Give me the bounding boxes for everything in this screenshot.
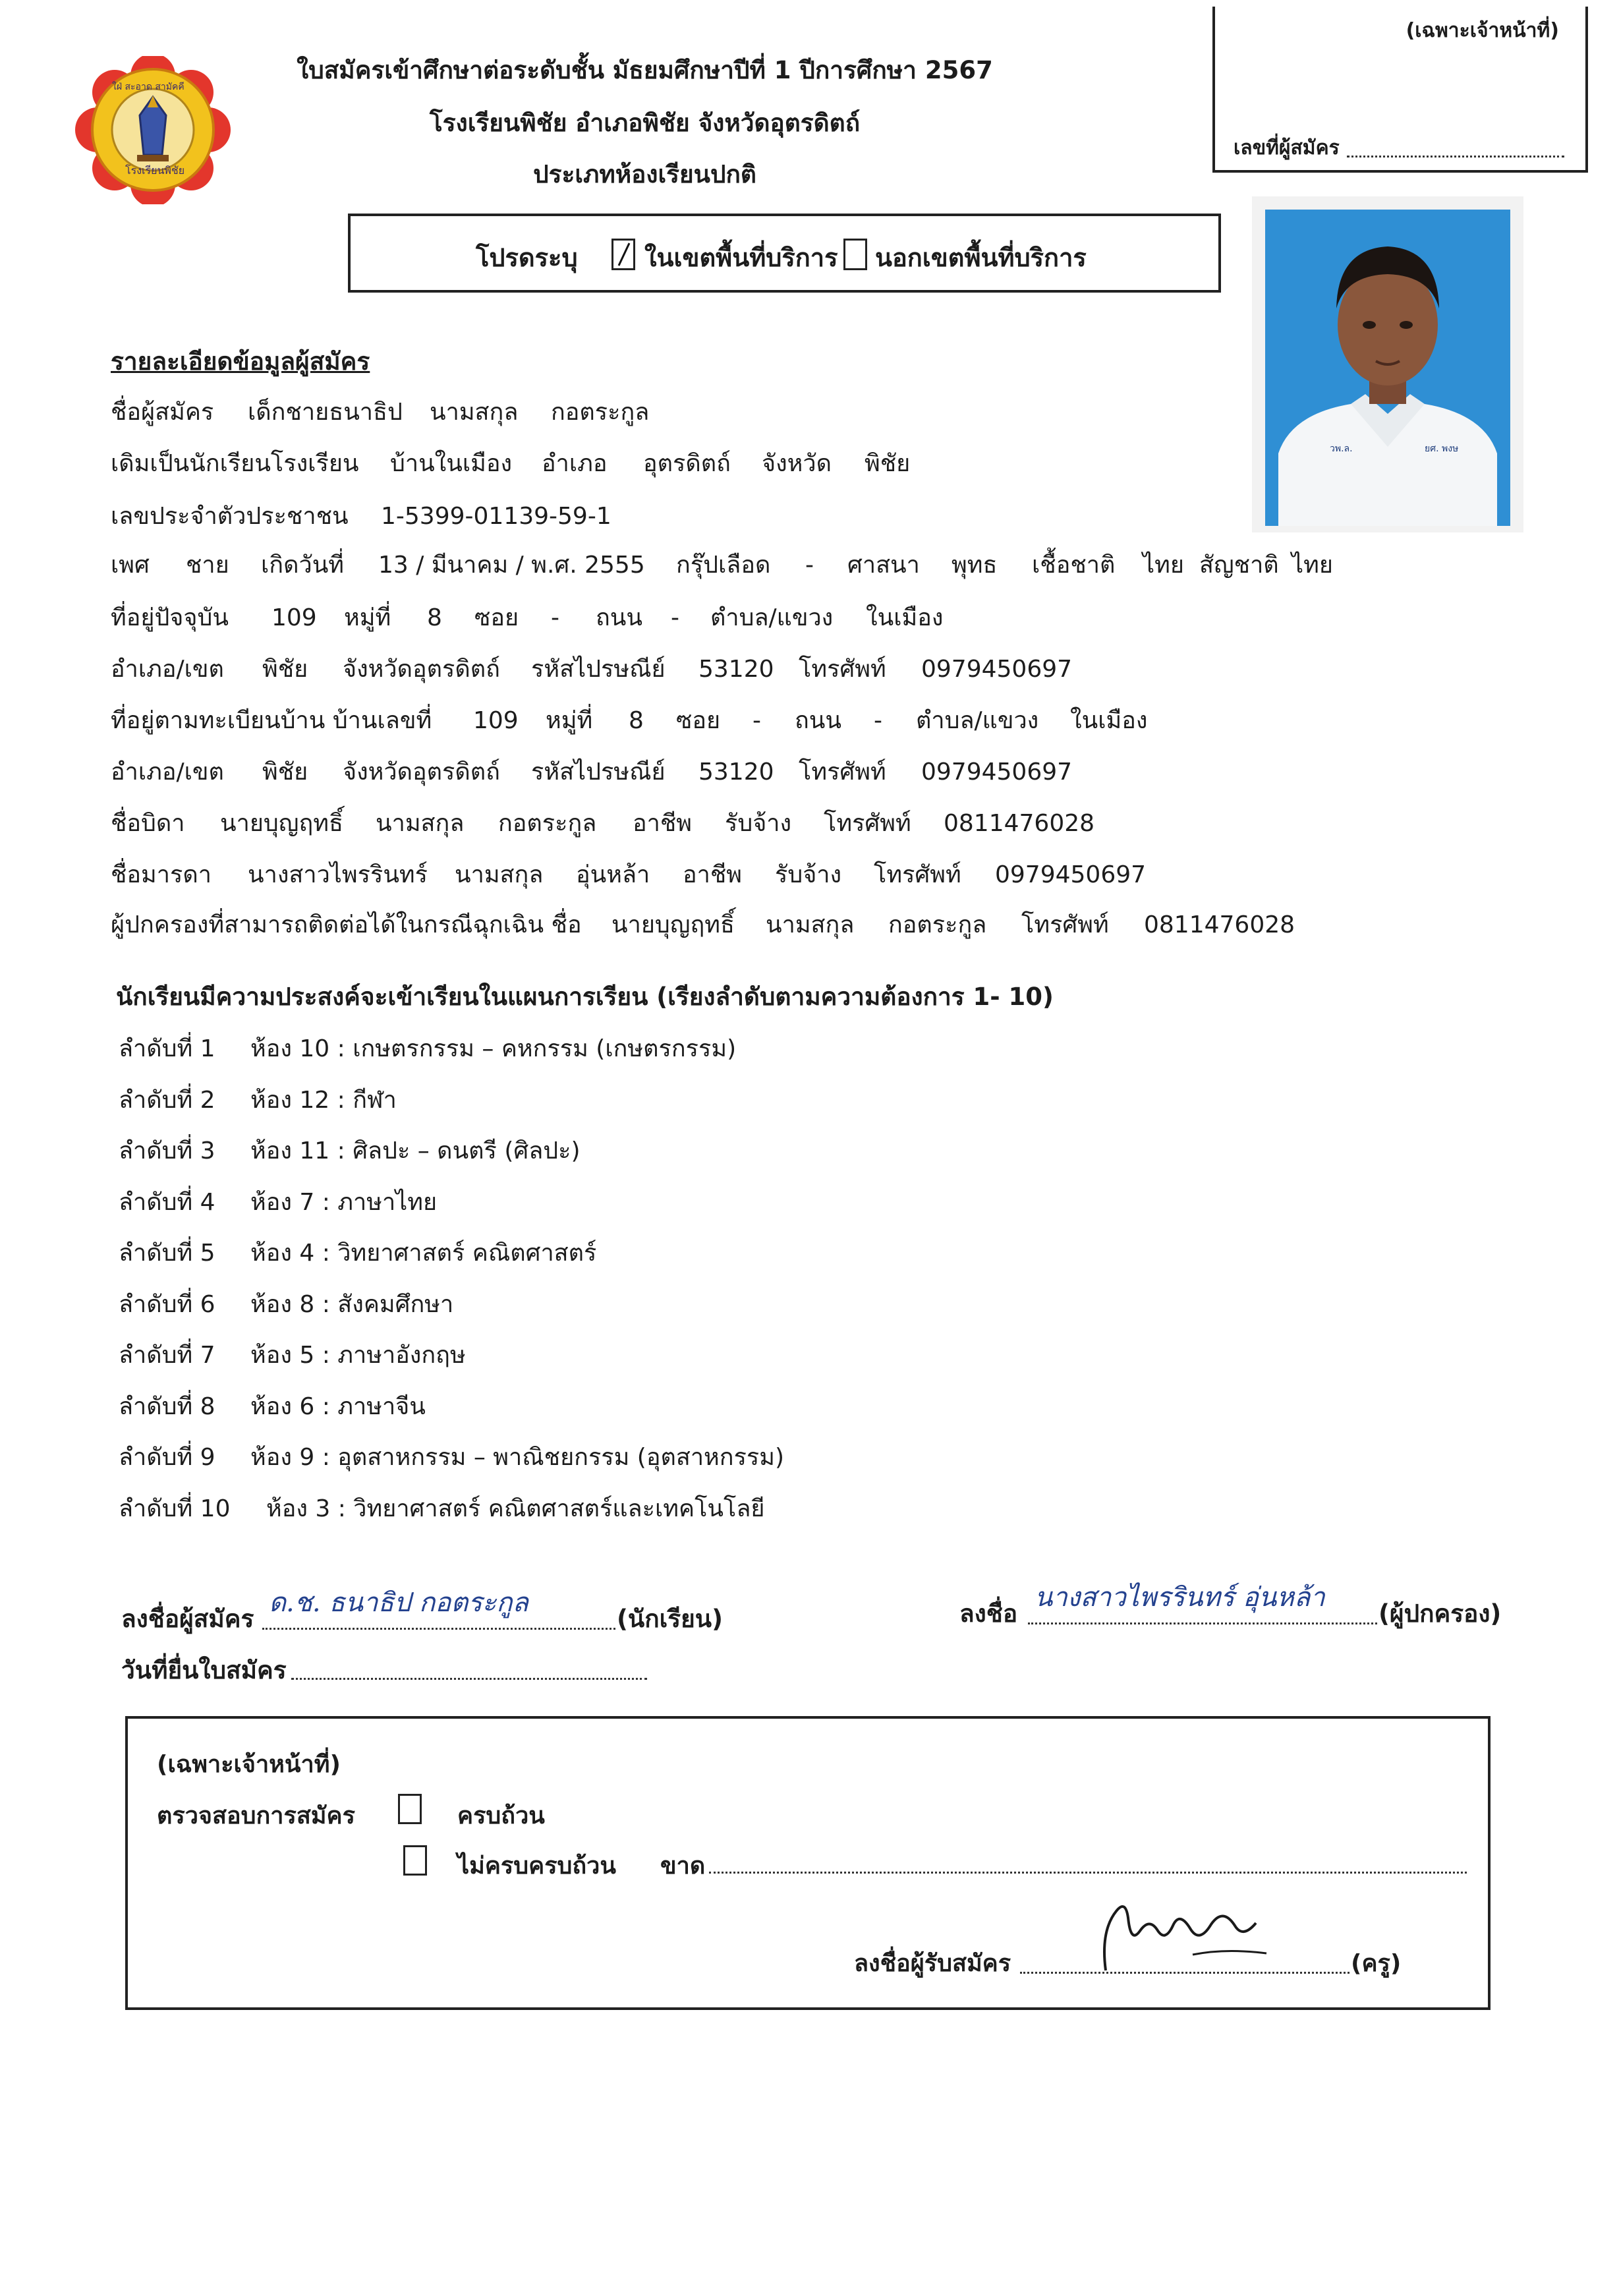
reg-phone-value[interactable]: 0979450697 (921, 759, 1073, 786)
moo-label: หมู่ที่ (344, 604, 391, 631)
father-name-value[interactable]: นายบุญฤทธิ์ (220, 810, 343, 837)
plan-room-6[interactable]: ห้อง 8 : สังคมศึกษา (250, 1290, 454, 1318)
plan-room-4[interactable]: ห้อง 7 : ภาษาไทย (250, 1188, 438, 1216)
mother-label: ชื่อมารดา (111, 861, 212, 888)
parent-signature-suffix: (ผู้ปกครอง) (1378, 1599, 1502, 1628)
complete-checkbox[interactable] (398, 1794, 422, 1824)
prev-school-label: เดิมเป็นนักเรียนโรงเรียน (111, 450, 359, 477)
logo-text-bottom: โรงเรียนพิชัย (125, 164, 185, 177)
mother-occupation-value[interactable]: รับจ้าง (775, 861, 842, 888)
receiver-signature-mark (1094, 1891, 1278, 1977)
plan-room-5[interactable]: ห้อง 4 : วิทยาศาสตร์ คณิตศาสตร์ (250, 1240, 597, 1267)
prev-school-value[interactable]: บ้านในเมือง (390, 450, 513, 477)
address-no-value[interactable]: 109 (271, 604, 317, 631)
reg-phone-label: โทรศัพท์ (799, 759, 886, 786)
province-value[interactable]: พิชัย (865, 450, 911, 477)
incomplete-checkbox[interactable] (403, 1845, 427, 1876)
surname-value[interactable]: กอตระกูล (551, 399, 650, 426)
mother-surname-value[interactable]: อุ่นหล้า (576, 861, 650, 888)
shirt-tag-left: วพ.ล. (1330, 444, 1353, 454)
religion-value[interactable]: พุทธ (952, 552, 998, 579)
applicant-photo (1252, 196, 1523, 532)
school-line: โรงเรียนพิชัย อำเภอพิชัย จังหวัดอุตรดิตถ์ (429, 109, 861, 137)
amphoe-value[interactable]: พิชัย (262, 656, 308, 683)
mother-name-value[interactable]: นางสาวไพรรินทร์ (248, 861, 428, 888)
inside-zone-label: ในเขตพื้นที่บริการ (644, 243, 838, 272)
sex-label: เพศ (111, 552, 150, 579)
guardian-name-value[interactable]: นายบุญฤทธิ์ (611, 911, 735, 938)
plan-rank-6: ลำดับที่ 6 (119, 1290, 215, 1318)
zone-label: โปรดระบุ (476, 243, 578, 272)
applicant-signature-handwritten: ด.ช. ธนาธิป กอตระกูล (269, 1588, 528, 1618)
plan-rank-4: ลำดับที่ 4 (119, 1188, 215, 1216)
moo-value[interactable]: 8 (427, 604, 442, 631)
reg-soi-value[interactable]: - (753, 707, 761, 734)
mother-occupation-label: อาชีพ (683, 861, 742, 888)
reg-address-no-value[interactable]: 109 (473, 707, 519, 734)
mother-phone-label: โทรศัพท์ (874, 861, 961, 888)
guardian-label: ผู้ปกครองที่สามารถติดต่อได้ในกรณีฉุกเฉิน ชื่อ (111, 911, 582, 938)
guardian-surname-label: นามสกุล (766, 911, 855, 938)
submission-date-label: วันที่ยื่นใบสมัคร (121, 1656, 287, 1684)
reg-tambon-label: ตำบล/แขวง (916, 707, 1039, 734)
plan-room-10[interactable]: ห้อง 3 : วิทยาศาสตร์ คณิตศาสตร์และเทคโนโลยี (266, 1495, 765, 1522)
reg-amphoe-value[interactable]: พิชัย (262, 759, 308, 786)
nationality-value[interactable]: ไทย (1292, 552, 1333, 579)
missing-field[interactable] (709, 1872, 1467, 1874)
phone-value[interactable]: 0979450697 (921, 656, 1073, 683)
plan-rank-1: ลำดับที่ 1 (119, 1035, 215, 1062)
incomplete-label: ไม่ครบครบถ้วน (457, 1852, 616, 1880)
father-label: ชื่อบิดา (111, 810, 185, 837)
father-phone-value[interactable]: 0811476028 (944, 810, 1095, 837)
changwat-label: จังหวัดอุตรดิตถ์ (343, 656, 500, 683)
reg-moo-label: หมู่ที่ (546, 707, 593, 734)
district-value[interactable]: อุตรดิตถ์ (643, 450, 731, 477)
guardian-surname-value[interactable]: กอตระกูล (888, 911, 987, 938)
tambon-label: ตำบล/แขวง (710, 604, 834, 631)
plan-room-1[interactable]: ห้อง 10 : เกษตรกรรม – คหกรรม (เกษตรกรรม) (250, 1035, 737, 1062)
race-value[interactable]: ไทย (1143, 552, 1184, 579)
parent-signature-label: ลงชื่อ (959, 1599, 1018, 1628)
office-use-title: (เฉพาะเจ้าหน้าที่) (1406, 19, 1559, 42)
shirt-tag-right: ยศ. พงษ (1425, 444, 1459, 454)
province-label: จังหวัด (762, 450, 832, 477)
surname-label: นามสกุล (430, 399, 519, 426)
reg-amphoe-label: อำเภอ/เขต (111, 759, 224, 786)
reg-road-value[interactable]: - (874, 707, 882, 734)
guardian-phone-label: โทรศัพท์ (1021, 911, 1109, 938)
plan-title: นักเรียนมีความประสงค์จะเข้าเรียนในแผนการเรียน (เรียงลำดับตามความต้องการ 1- 10) (116, 983, 1054, 1011)
blood-label: กรุ๊ปเลือด (676, 552, 771, 579)
reg-postal-label: รหัสไปรษณีย์ (531, 759, 666, 786)
name-label: ชื่อผู้สมัคร (111, 399, 214, 426)
plan-room-2[interactable]: ห้อง 12 : กีฬา (250, 1086, 397, 1114)
details-section-title: รายละเอียดข้อมูลผู้สมัคร (111, 347, 370, 376)
applicant-signature-line[interactable] (262, 1628, 615, 1630)
tambon-value[interactable]: ในเมือง (866, 604, 944, 631)
staff-title: (เฉพาะเจ้าหน้าที่) (157, 1751, 341, 1778)
plan-rank-5: ลำดับที่ 5 (119, 1240, 215, 1267)
name-value[interactable]: เด็กชายธนาธิป (248, 399, 403, 426)
outside-zone-label: นอกเขตพื้นที่บริการ (875, 243, 1087, 272)
id-label: เลขประจำตัวประชาชน (111, 503, 349, 530)
reg-moo-value[interactable]: 8 (629, 707, 644, 734)
form-title: ใบสมัครเข้าศึกษาต่อระดับชั้น มัธยมศึกษาปีที่ 1 ปีการศึกษา 2567 (297, 56, 993, 84)
father-occupation-value[interactable]: รับจ้าง (725, 810, 792, 837)
applicant-number-label: เลขที่ผู้สมัคร (1234, 136, 1340, 159)
nationality-label: สัญชาติ (1199, 552, 1279, 579)
plan-rank-9: ลำดับที่ 9 (119, 1444, 215, 1471)
postal-value[interactable]: 53120 (698, 656, 774, 683)
reg-tambon-value[interactable]: ในเมือง (1070, 707, 1148, 734)
staff-check-label: ตรวจสอบการสมัคร (157, 1802, 355, 1829)
birth-value[interactable]: 13 / มีนาคม / พ.ศ. 2555 (378, 552, 645, 579)
class-type: ประเภทห้องเรียนปกติ (533, 160, 756, 188)
soi-label: ซอย (474, 604, 519, 631)
sex-value[interactable]: ชาย (186, 552, 229, 579)
submission-date-field[interactable] (291, 1678, 647, 1680)
blood-value[interactable]: - (805, 552, 814, 579)
plan-room-7[interactable]: ห้อง 5 : ภาษาอังกฤษ (250, 1342, 466, 1369)
soi-value[interactable]: - (551, 604, 559, 631)
reg-changwat-label: จังหวัดอุตรดิตถ์ (343, 759, 500, 786)
father-phone-label: โทรศัพท์ (824, 810, 911, 837)
receiver-signature-label: ลงชื่อผู้รับสมัคร (854, 1950, 1011, 1977)
plan-room-3[interactable]: ห้อง 11 : ศิลปะ – ดนตรี (ศิลปะ) (250, 1137, 581, 1164)
outside-zone-checkbox[interactable] (843, 239, 867, 270)
father-surname-label: นามสกุล (376, 810, 465, 837)
applicant-number-field[interactable] (1347, 156, 1564, 158)
applicant-signature-label: ลงชื่อผู้สมัคร (121, 1605, 254, 1633)
reg-address-label: ที่อยู่ตามทะเบียนบ้าน บ้านเลขที่ (111, 707, 432, 734)
plan-rank-10: ลำดับที่ 10 (119, 1495, 231, 1522)
race-label: เชื้อชาติ (1032, 552, 1116, 579)
religion-label: ศาสนา (847, 552, 920, 579)
receiver-signature-suffix: (ครู) (1351, 1950, 1402, 1977)
reg-road-label: ถนน (795, 707, 842, 734)
amphoe-label: อำเภอ/เขต (111, 656, 224, 683)
reg-soi-label: ซอย (676, 707, 721, 734)
plan-rank-2: ลำดับที่ 2 (119, 1086, 215, 1114)
office-use-box (1212, 7, 1588, 173)
id-value[interactable]: 1-5399-01139-59-1 (381, 503, 611, 530)
missing-label: ขาด (660, 1852, 706, 1880)
plan-room-9[interactable]: ห้อง 9 : อุตสาหกรรม – พาณิชยกรรม (อุตสาหกรรม) (250, 1444, 785, 1471)
logo-text-top: ใฝ่ สะอาด สามัคคี (112, 82, 185, 92)
plan-rank-3: ลำดับที่ 3 (119, 1137, 215, 1164)
road-label: ถนน (596, 604, 643, 631)
reg-postal-value[interactable]: 53120 (698, 759, 774, 786)
address-label: ที่อยู่ปัจจุบัน (111, 604, 229, 631)
birth-label: เกิดวันที่ (261, 552, 345, 579)
parent-signature-handwritten: นางสาวไพรรินทร์ อุ่นหล้า (1035, 1582, 1325, 1613)
plan-rank-8: ลำดับที่ 8 (119, 1392, 215, 1420)
phone-label: โทรศัพท์ (799, 656, 886, 683)
road-value[interactable]: - (671, 604, 679, 631)
father-surname-value[interactable]: กอตระกูล (498, 810, 597, 837)
district-label: อำเภอ (542, 450, 608, 477)
parent-signature-line[interactable] (1028, 1622, 1377, 1624)
inside-zone-checkbox[interactable] (611, 239, 635, 270)
guardian-phone-value[interactable]: 0811476028 (1144, 911, 1295, 938)
complete-label: ครบถ้วน (457, 1802, 545, 1829)
postal-label: รหัสไปรษณีย์ (531, 656, 666, 683)
father-occupation-label: อาชีพ (633, 810, 692, 837)
plan-room-8[interactable]: ห้อง 6 : ภาษาจีน (250, 1392, 426, 1420)
plan-rank-7: ลำดับที่ 7 (119, 1342, 215, 1369)
mother-surname-label: นามสกุล (455, 861, 544, 888)
applicant-signature-suffix: (นักเรียน) (617, 1605, 724, 1633)
mother-phone-value[interactable]: 0979450697 (995, 861, 1147, 888)
